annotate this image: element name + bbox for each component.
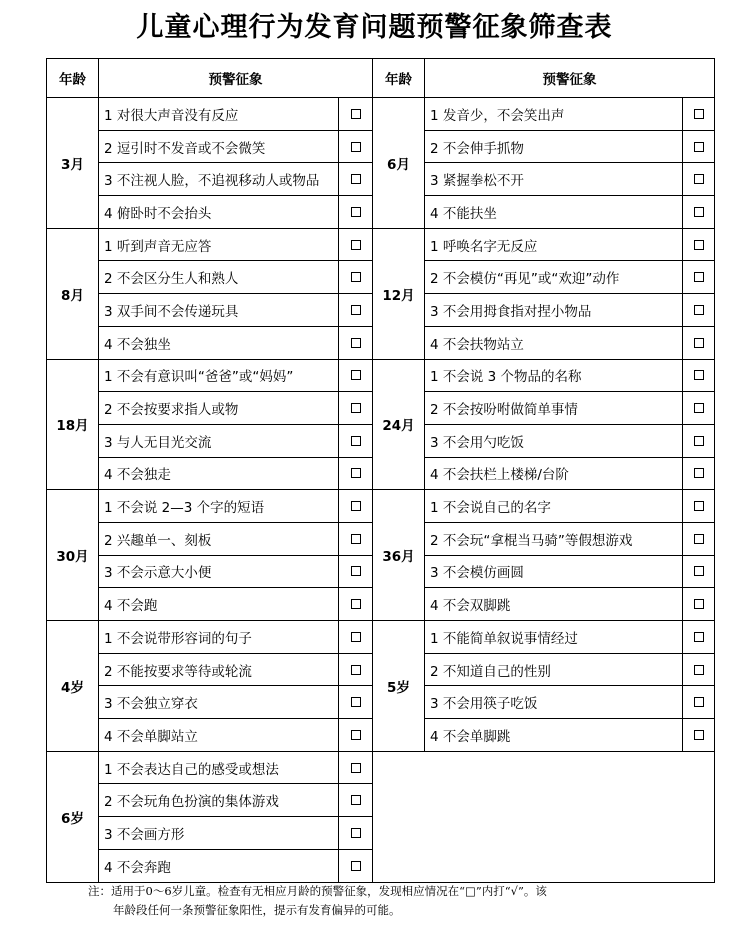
checkbox[interactable] <box>351 403 361 413</box>
checkbox-cell <box>339 424 373 457</box>
checkbox[interactable] <box>351 142 361 152</box>
warning-sign-text: 2 不会玩“拿棍当马骑”等假想游戏 <box>425 522 683 555</box>
warning-sign-text: 4 不会扶栏上楼梯/台阶 <box>425 457 683 490</box>
warning-sign-text: 4 不会独坐 <box>99 326 339 359</box>
warning-sign-text: 3 不会用勺吃饭 <box>425 424 683 457</box>
checkbox[interactable] <box>694 272 704 282</box>
warning-sign-text: 1 对很大声音没有反应 <box>99 98 339 131</box>
checkbox[interactable] <box>694 566 704 576</box>
warning-sign-text: 1 呼唤名字无反应 <box>425 228 683 261</box>
checkbox[interactable] <box>694 436 704 446</box>
warning-sign-text: 2 不会按吩咐做简单事情 <box>425 392 683 425</box>
warning-sign-text: 3 双手间不会传递玩具 <box>99 294 339 327</box>
warning-sign-text: 1 发音少，不会笑出声 <box>425 98 683 131</box>
warning-sign-text: 3 不会画方形 <box>99 817 339 850</box>
age-cell: 12月 <box>373 228 425 359</box>
checkbox-cell <box>683 196 715 229</box>
table-row <box>47 228 715 261</box>
table-row <box>47 621 715 654</box>
warning-sign-text: 2 兴趣单一、刻板 <box>99 522 339 555</box>
footnote <box>88 882 708 920</box>
checkbox[interactable] <box>694 403 704 413</box>
empty-cell <box>373 751 715 882</box>
warning-sign-text: 4 不会跑 <box>99 588 339 621</box>
checkbox-cell <box>683 621 715 654</box>
checkbox-cell <box>339 196 373 229</box>
age-cell: 6月 <box>373 98 425 229</box>
checkbox-cell <box>339 261 373 294</box>
age-cell: 8月 <box>47 228 99 359</box>
checkbox[interactable] <box>351 240 361 250</box>
checkbox[interactable] <box>694 370 704 380</box>
checkbox-cell <box>683 555 715 588</box>
checkbox[interactable] <box>351 534 361 544</box>
screening-table <box>46 58 715 883</box>
warning-sign-text: 3 不会用筷子吃饭 <box>425 686 683 719</box>
header-age-left: 年龄 <box>47 59 99 98</box>
table-row <box>47 490 715 523</box>
warning-sign-text: 3 不注视人脸，不追视移动人或物品 <box>99 163 339 196</box>
checkbox-cell <box>339 621 373 654</box>
checkbox[interactable] <box>351 338 361 348</box>
age-cell: 5岁 <box>373 621 425 752</box>
checkbox[interactable] <box>694 534 704 544</box>
checkbox[interactable] <box>694 305 704 315</box>
table-row <box>47 98 715 131</box>
checkbox-cell <box>683 490 715 523</box>
warning-sign-text: 2 逗引时不发音或不会微笑 <box>99 130 339 163</box>
checkbox[interactable] <box>694 109 704 119</box>
checkbox[interactable] <box>351 436 361 446</box>
checkbox-cell <box>339 588 373 621</box>
checkbox[interactable] <box>351 272 361 282</box>
table-row <box>47 359 715 392</box>
checkbox[interactable] <box>694 730 704 740</box>
checkbox-cell <box>339 98 373 131</box>
checkbox-cell <box>339 719 373 752</box>
age-cell: 4岁 <box>47 621 99 752</box>
checkbox[interactable] <box>351 730 361 740</box>
warning-sign-text: 4 不能扶坐 <box>425 196 683 229</box>
warning-sign-text: 2 不能按要求等待或轮流 <box>99 653 339 686</box>
age-cell: 24月 <box>373 359 425 490</box>
warning-sign-text: 4 不会双脚跳 <box>425 588 683 621</box>
checkbox-cell <box>683 294 715 327</box>
warning-sign-text: 3 不会用拇食指对捏小物品 <box>425 294 683 327</box>
warning-sign-text: 3 与人无目光交流 <box>99 424 339 457</box>
warning-sign-text: 2 不会伸手抓物 <box>425 130 683 163</box>
checkbox[interactable] <box>694 599 704 609</box>
checkbox-cell <box>339 326 373 359</box>
footnote-line-1: 注：适用于0～6岁儿童。检查有无相应月龄的预警征象，发现相应情况在“□”内打“√”。该 <box>88 884 547 898</box>
checkbox-cell <box>339 294 373 327</box>
checkbox-cell <box>339 555 373 588</box>
warning-sign-text: 1 不会说 2—3 个字的短语 <box>99 490 339 523</box>
checkbox[interactable] <box>351 305 361 315</box>
checkbox-cell <box>339 228 373 261</box>
checkbox-cell <box>683 424 715 457</box>
checkbox-cell <box>339 392 373 425</box>
warning-sign-text: 1 听到声音无应答 <box>99 228 339 261</box>
checkbox[interactable] <box>351 861 361 871</box>
age-cell: 6岁 <box>47 751 99 882</box>
header-signs-left: 预警征象 <box>99 59 373 98</box>
warning-sign-text: 1 不会有意识叫“爸爸”或“妈妈” <box>99 359 339 392</box>
checkbox-cell <box>339 130 373 163</box>
checkbox[interactable] <box>351 599 361 609</box>
checkbox-cell <box>683 98 715 131</box>
checkbox[interactable] <box>351 207 361 217</box>
checkbox[interactable] <box>351 665 361 675</box>
warning-sign-text: 1 不会说 3 个物品的名称 <box>425 359 683 392</box>
checkbox[interactable] <box>694 142 704 152</box>
table-row <box>47 751 715 784</box>
checkbox-cell <box>683 359 715 392</box>
checkbox[interactable] <box>694 697 704 707</box>
checkbox[interactable] <box>694 468 704 478</box>
warning-sign-text: 4 不会奔跑 <box>99 849 339 882</box>
checkbox[interactable] <box>351 174 361 184</box>
checkbox[interactable] <box>351 109 361 119</box>
checkbox[interactable] <box>694 240 704 250</box>
checkbox-cell <box>683 522 715 555</box>
table-header-row <box>47 59 715 98</box>
warning-sign-text: 4 不会扶物站立 <box>425 326 683 359</box>
checkbox[interactable] <box>351 468 361 478</box>
checkbox-cell <box>339 784 373 817</box>
checkbox-cell <box>339 849 373 882</box>
page-title: 儿童心理行为发育问题预警征象筛查表 <box>136 12 613 43</box>
checkbox-cell <box>683 228 715 261</box>
warning-sign-text: 4 不会独走 <box>99 457 339 490</box>
footnote-line-2: 年龄段任何一条预警征象阳性，提示有发育偏异的可能。 <box>113 903 401 917</box>
checkbox-cell <box>683 130 715 163</box>
warning-sign-text: 1 不会表达自己的感受或想法 <box>99 751 339 784</box>
checkbox[interactable] <box>694 338 704 348</box>
checkbox[interactable] <box>351 795 361 805</box>
warning-sign-text: 3 不会独立穿衣 <box>99 686 339 719</box>
warning-sign-text: 3 不会模仿画圆 <box>425 555 683 588</box>
checkbox-cell <box>683 719 715 752</box>
checkbox-cell <box>683 261 715 294</box>
checkbox-cell <box>683 163 715 196</box>
warning-sign-text: 3 不会示意大小便 <box>99 555 339 588</box>
checkbox[interactable] <box>694 501 704 511</box>
checkbox-cell <box>339 522 373 555</box>
checkbox[interactable] <box>351 763 361 773</box>
checkbox-cell <box>683 457 715 490</box>
warning-sign-text: 1 不会说自己的名字 <box>425 490 683 523</box>
warning-sign-text: 2 不知道自己的性别 <box>425 653 683 686</box>
age-cell: 3月 <box>47 98 99 229</box>
age-cell: 36月 <box>373 490 425 621</box>
warning-sign-text: 1 不会说带形容词的句子 <box>99 621 339 654</box>
warning-sign-text: 4 不会单脚跳 <box>425 719 683 752</box>
checkbox-cell <box>339 163 373 196</box>
checkbox-cell <box>339 817 373 850</box>
header-signs-right: 预警征象 <box>425 59 715 98</box>
checkbox-cell <box>339 359 373 392</box>
warning-sign-text: 2 不会玩角色扮演的集体游戏 <box>99 784 339 817</box>
checkbox[interactable] <box>351 632 361 642</box>
checkbox[interactable] <box>694 632 704 642</box>
warning-sign-text: 2 不会按要求指人或物 <box>99 392 339 425</box>
checkbox[interactable] <box>351 566 361 576</box>
checkbox-cell <box>339 751 373 784</box>
checkbox-cell <box>339 490 373 523</box>
checkbox[interactable] <box>694 207 704 217</box>
header-age-right: 年龄 <box>373 59 425 98</box>
warning-sign-text: 3 紧握拳松不开 <box>425 163 683 196</box>
checkbox-cell <box>683 686 715 719</box>
warning-sign-text: 4 俯卧时不会抬头 <box>99 196 339 229</box>
checkbox[interactable] <box>351 501 361 511</box>
age-cell: 30月 <box>47 490 99 621</box>
warning-sign-text: 2 不会区分生人和熟人 <box>99 261 339 294</box>
checkbox[interactable] <box>694 174 704 184</box>
checkbox-cell <box>683 392 715 425</box>
checkbox[interactable] <box>351 697 361 707</box>
warning-sign-text: 4 不会单脚站立 <box>99 719 339 752</box>
checkbox-cell <box>339 457 373 490</box>
checkbox-cell <box>339 686 373 719</box>
warning-sign-text: 1 不能简单叙说事情经过 <box>425 621 683 654</box>
checkbox-cell <box>683 588 715 621</box>
checkbox-cell <box>683 326 715 359</box>
checkbox[interactable] <box>351 828 361 838</box>
checkbox[interactable] <box>351 370 361 380</box>
age-cell: 18月 <box>47 359 99 490</box>
checkbox-cell <box>339 653 373 686</box>
warning-sign-text: 2 不会模仿“再见”或“欢迎”动作 <box>425 261 683 294</box>
checkbox[interactable] <box>694 665 704 675</box>
checkbox-cell <box>683 653 715 686</box>
